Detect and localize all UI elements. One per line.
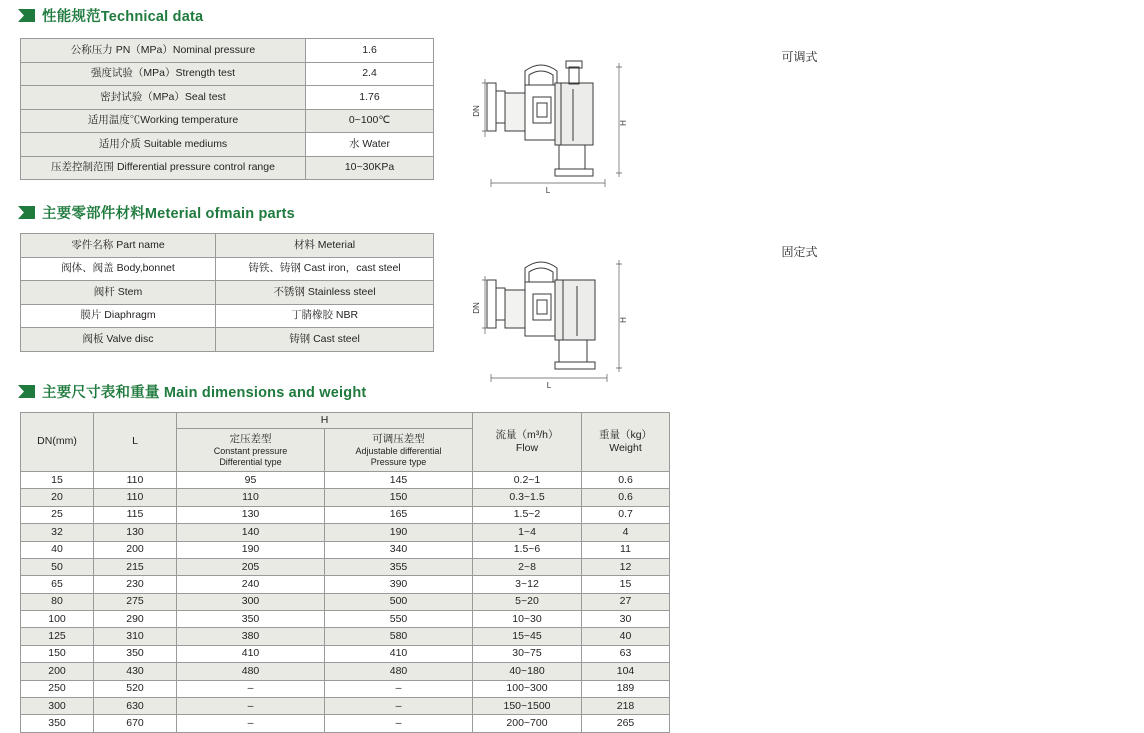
cell-h-constant: 300 — [177, 593, 325, 610]
flow-cn: 流量（m³/h） — [495, 428, 559, 441]
table-row — [21, 39, 434, 63]
cell-weight: 0.7 — [582, 506, 670, 523]
cell-dn: 350 — [21, 715, 94, 732]
cell-h-adjustable: 355 — [325, 558, 473, 575]
cell-flow: 3~12 — [473, 576, 582, 593]
valve-drawing-adjustable-svg — [455, 45, 670, 195]
h-constant-en2: Differential type — [219, 456, 282, 467]
table-row — [21, 628, 670, 645]
cell-l: 275 — [94, 593, 177, 610]
cell-h-adjustable: 550 — [325, 611, 473, 628]
cell-flow: 1~4 — [473, 524, 582, 541]
table-row — [21, 86, 434, 110]
table-row — [21, 715, 670, 732]
cell-h-constant: 410 — [177, 645, 325, 662]
cell-h-adjustable: 410 — [325, 645, 473, 662]
h-adjust-en: Adjustable differential — [355, 446, 442, 457]
dimensions-table — [20, 412, 670, 733]
table-row — [21, 593, 670, 610]
arrow-marker-icon — [18, 9, 35, 22]
table-row — [21, 109, 434, 133]
tech-label: 公称压力 PN（MPa）Nominal pressure — [21, 39, 306, 63]
column-header-weight — [582, 413, 670, 472]
cell-l: 230 — [94, 576, 177, 593]
table-row — [21, 663, 670, 680]
cell-h-adjustable: 580 — [325, 628, 473, 645]
cell-weight: 218 — [582, 698, 670, 715]
cell-weight: 30 — [582, 611, 670, 628]
cell-dn: 50 — [21, 558, 94, 575]
drawing-caption-fixed: 固定式 — [781, 245, 818, 259]
cell-h-constant: 205 — [177, 558, 325, 575]
cell-flow: 15~45 — [473, 628, 582, 645]
cell-dn: 25 — [21, 506, 94, 523]
dim-label-l: L — [546, 381, 552, 390]
tech-value: 0~100℃ — [306, 109, 434, 133]
cell-weight: 63 — [582, 645, 670, 662]
section-title-material: 主要零部件材料Meterial ofmain parts — [42, 206, 295, 222]
table-row — [21, 304, 434, 328]
table-row — [21, 558, 670, 575]
dim-label-dn: DN — [472, 302, 481, 314]
cell-h-adjustable: 390 — [325, 576, 473, 593]
cell-dn: 15 — [21, 471, 94, 488]
cell-dn: 300 — [21, 698, 94, 715]
cell-flow: 0.3~1.5 — [473, 489, 582, 506]
cell-flow: 40~180 — [473, 663, 582, 680]
cell-h-constant: – — [177, 715, 325, 732]
cell-h-constant: – — [177, 698, 325, 715]
cell-weight: 15 — [582, 576, 670, 593]
cell-flow: 2~8 — [473, 558, 582, 575]
cell-l: 115 — [94, 506, 177, 523]
h-constant-en: Constant pressure — [213, 446, 288, 457]
cell-weight: 4 — [582, 524, 670, 541]
cell-l: 200 — [94, 541, 177, 558]
cell-weight: 104 — [582, 663, 670, 680]
table-row — [21, 680, 670, 697]
cell-h-constant: 190 — [177, 541, 325, 558]
section-title-dimensions: 主要尺寸表和重量 Main dimensions and weight — [42, 385, 367, 401]
column-header-part: 零件名称 Part name — [21, 234, 216, 258]
table-row — [21, 524, 670, 541]
dim-label-dn: DN — [472, 105, 481, 117]
table-row — [21, 133, 434, 157]
cell-l: 520 — [94, 680, 177, 697]
cell-dn: 100 — [21, 611, 94, 628]
cell-l: 350 — [94, 645, 177, 662]
cell-dn: 65 — [21, 576, 94, 593]
cell-weight: 0.6 — [582, 489, 670, 506]
section-heading-dimensions — [18, 381, 366, 402]
cell-h-adjustable: 340 — [325, 541, 473, 558]
cell-h-constant: 350 — [177, 611, 325, 628]
tech-label: 适用温度℃Working temperature — [21, 109, 306, 133]
tech-label: 压差控制范围 Differential pressure control range — [21, 156, 306, 180]
dim-label-l: L — [545, 186, 551, 195]
cell-flow: 1.5~6 — [473, 541, 582, 558]
cell-dn: 80 — [21, 593, 94, 610]
technical-data-table — [20, 38, 434, 180]
cell-flow: 200~700 — [473, 715, 582, 732]
cell-weight: 40 — [582, 628, 670, 645]
table-row — [21, 611, 670, 628]
cell-flow: 1.5~2 — [473, 506, 582, 523]
table-row — [21, 281, 434, 305]
cell-h-constant: – — [177, 680, 325, 697]
cell-dn: 150 — [21, 645, 94, 662]
h-adjust-en2: Pressure type — [370, 456, 427, 467]
cell-h-adjustable: – — [325, 680, 473, 697]
h-constant-cn: 定压差型 — [229, 433, 272, 446]
table-row — [21, 506, 670, 523]
table-row — [21, 62, 434, 86]
material-value: 铸钢 Cast steel — [216, 328, 434, 352]
cell-h-adjustable: 165 — [325, 506, 473, 523]
material-part: 阀杆 Stem — [21, 281, 216, 305]
dim-label-h: H — [619, 120, 628, 126]
cell-h-constant: 110 — [177, 489, 325, 506]
cell-flow: 30~75 — [473, 645, 582, 662]
cell-l: 110 — [94, 489, 177, 506]
section-heading-technical — [18, 5, 203, 26]
tech-label: 强度试验（MPa）Strength test — [21, 62, 306, 86]
cell-h-constant: 130 — [177, 506, 325, 523]
cell-h-adjustable: 500 — [325, 593, 473, 610]
tech-label: 适用介质 Suitable mediums — [21, 133, 306, 157]
column-header-material: 材料 Meterial — [216, 234, 434, 258]
cell-weight: 12 — [582, 558, 670, 575]
cell-l: 310 — [94, 628, 177, 645]
weight-en: Weight — [609, 441, 642, 454]
valve-drawing-fixed-svg — [455, 240, 670, 390]
tech-label: 密封试验（MPa）Seal test — [21, 86, 306, 110]
table-row — [21, 645, 670, 662]
material-part: 阀板 Valve disc — [21, 328, 216, 352]
material-value: 铸铁、铸钢 Cast iron，cast steel — [216, 257, 434, 281]
cell-flow: 150~1500 — [473, 698, 582, 715]
cell-dn: 250 — [21, 680, 94, 697]
cell-h-adjustable: 150 — [325, 489, 473, 506]
tech-value: 1.76 — [306, 86, 434, 110]
cell-h-constant: 380 — [177, 628, 325, 645]
cell-h-adjustable: 480 — [325, 663, 473, 680]
drawing-fixed — [455, 240, 670, 390]
table-header-group-row — [21, 413, 670, 429]
cell-l: 290 — [94, 611, 177, 628]
cell-flow: 5~20 — [473, 593, 582, 610]
cell-h-constant: 240 — [177, 576, 325, 593]
section-heading-material — [18, 202, 295, 223]
table-row — [21, 489, 670, 506]
cell-flow: 10~30 — [473, 611, 582, 628]
cell-h-constant: 480 — [177, 663, 325, 680]
column-header-l: L — [94, 413, 177, 472]
tech-value: 1.6 — [306, 39, 434, 63]
cell-weight: 0.6 — [582, 471, 670, 488]
material-value: 不锈钢 Stainless steel — [216, 281, 434, 305]
table-row — [21, 328, 434, 352]
cell-l: 670 — [94, 715, 177, 732]
cell-dn: 200 — [21, 663, 94, 680]
cell-flow: 0.2~1 — [473, 471, 582, 488]
material-value: 丁腈橡胶 NBR — [216, 304, 434, 328]
column-header-flow — [473, 413, 582, 472]
table-row — [21, 471, 670, 488]
column-header-h-constant — [177, 429, 325, 472]
table-row — [21, 698, 670, 715]
table-row — [21, 541, 670, 558]
cell-h-constant: 140 — [177, 524, 325, 541]
table-header-row — [21, 234, 434, 258]
column-header-h-group: H — [177, 413, 473, 429]
column-header-dn: DN(mm) — [21, 413, 94, 472]
arrow-marker-icon — [18, 385, 35, 398]
cell-dn: 20 — [21, 489, 94, 506]
dim-label-h: H — [619, 317, 628, 323]
tech-value: 水 Water — [306, 133, 434, 157]
table-row — [21, 156, 434, 180]
cell-dn: 40 — [21, 541, 94, 558]
cell-weight: 27 — [582, 593, 670, 610]
cell-h-adjustable: – — [325, 715, 473, 732]
tech-value: 10~30KPa — [306, 156, 434, 180]
flow-en: Flow — [515, 441, 539, 454]
cell-flow: 100~300 — [473, 680, 582, 697]
cell-l: 215 — [94, 558, 177, 575]
cell-h-adjustable: 145 — [325, 471, 473, 488]
material-part: 膜片 Diaphragm — [21, 304, 216, 328]
drawing-caption-adjustable: 可调式 — [781, 50, 818, 64]
arrow-marker-icon — [18, 206, 35, 219]
cell-l: 110 — [94, 471, 177, 488]
table-row — [21, 576, 670, 593]
cell-dn: 125 — [21, 628, 94, 645]
table-row — [21, 257, 434, 281]
cell-l: 430 — [94, 663, 177, 680]
section-title-technical: 性能规范Technical data — [42, 9, 204, 25]
material-table — [20, 233, 434, 352]
column-header-h-adjustable — [325, 429, 473, 472]
cell-l: 130 — [94, 524, 177, 541]
cell-h-constant: 95 — [177, 471, 325, 488]
cell-weight: 265 — [582, 715, 670, 732]
cell-l: 630 — [94, 698, 177, 715]
cell-h-adjustable: 190 — [325, 524, 473, 541]
h-adjust-cn: 可调压差型 — [372, 433, 425, 446]
cell-h-adjustable: – — [325, 698, 473, 715]
cell-weight: 189 — [582, 680, 670, 697]
drawing-adjustable — [455, 45, 670, 195]
tech-value: 2.4 — [306, 62, 434, 86]
cell-dn: 32 — [21, 524, 94, 541]
material-part: 阀体、阀盖 Body,bonnet — [21, 257, 216, 281]
cell-weight: 11 — [582, 541, 670, 558]
weight-cn: 重量（kg） — [598, 428, 653, 441]
